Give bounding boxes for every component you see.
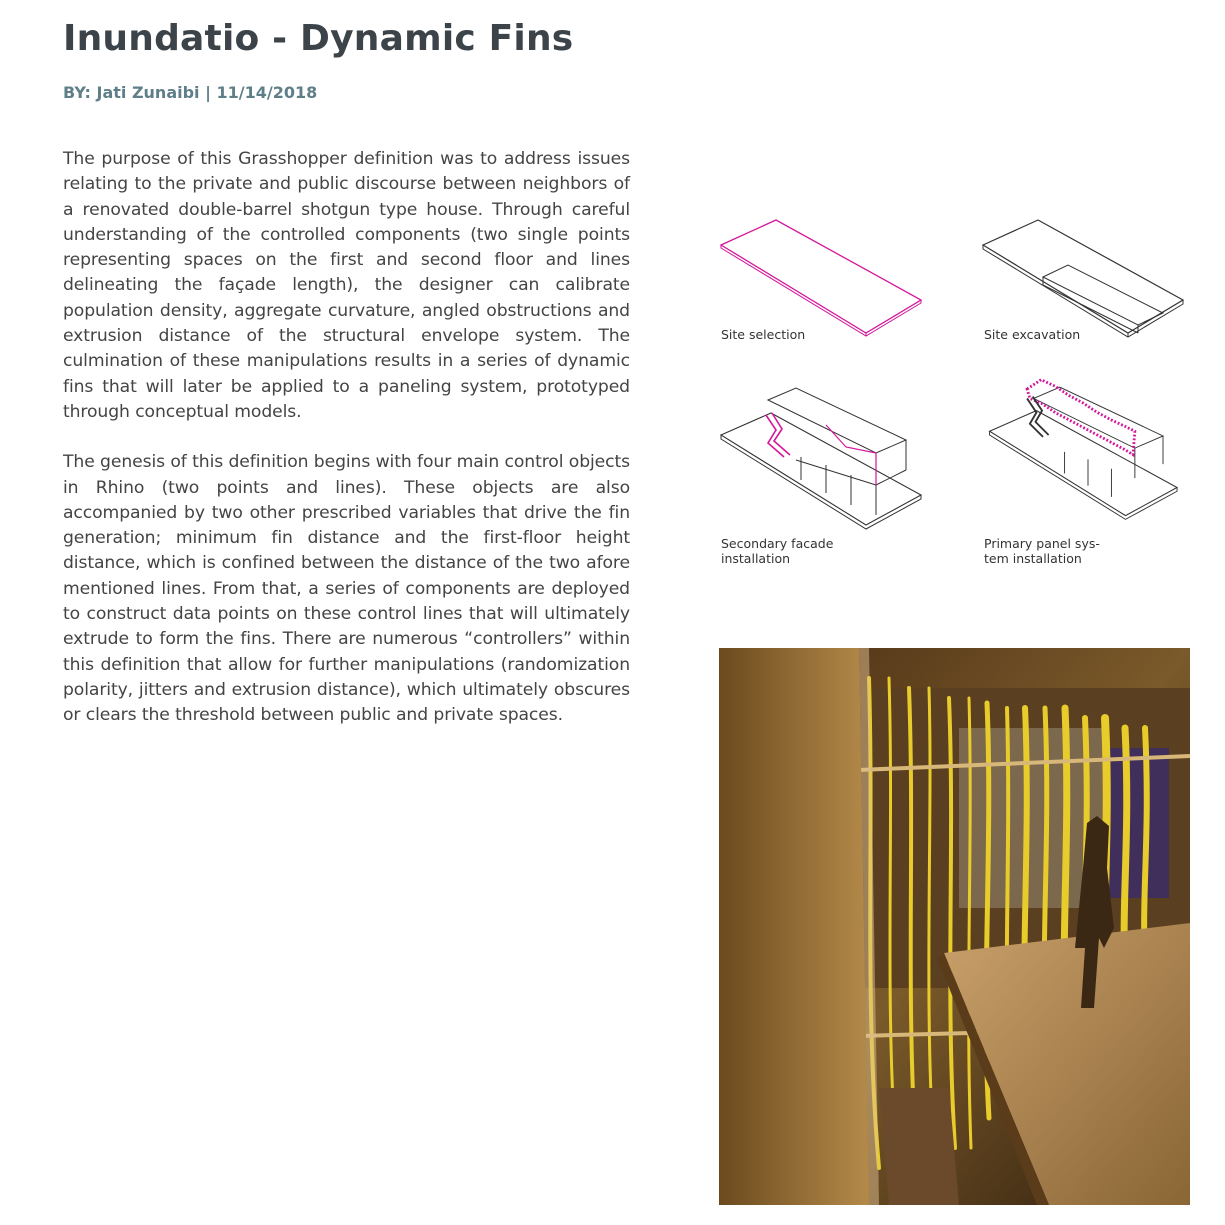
body-text	[63, 147, 630, 754]
caption-secondary-facade: Secondary facade installation	[721, 536, 834, 566]
caption-site-selection: Site selection	[721, 327, 806, 342]
byline: BY: Jati Zunaibi | 11/14/2018	[63, 83, 318, 102]
primary-panel-diagram	[978, 375, 1198, 525]
page-title: Inundatio - Dynamic Fins	[63, 18, 574, 59]
caption-site-excavation: Site excavation	[984, 327, 1081, 342]
paragraph-2: The genesis of this definition begins with four main control objects in Rhino (two points and lines). These objects are also accompanied by two other prescribed variables that drive the fin generation; minimum fin distance and the first-floor height distance, which is confined between the distance of the two afore mentioned lines. From that, a series of components are deployed to construct data points on these control lines that will ultimately extrude to form the fins. There are numerous “controllers” within this definition that allow for further manipulations (randomization polarity, jitters and extrusion distance), which ultimately obscures or clears the threshold between public and private spaces.	[63, 452, 630, 726]
paragraph-1: The purpose of this Grasshopper definition was to address issues relating to the private and public discourse between neighbors of a renovated double-barrel shotgun type house. Through careful understanding of the controlled components (two single points representing spaces on the first and second floor and lines delineating the façade length), the designer can calibrate population density, aggregate curvature, angled obstructions and extrusion distance of the structural envelope system. The culmination of these manipulations results in a series of dynamic fins that will later be applied to a paneling system, prototyped through conceptual models.	[63, 149, 630, 422]
secondary-facade-diagram	[716, 385, 936, 535]
caption-primary-panel: Primary panel sys- tem installation	[984, 536, 1100, 566]
model-photo	[719, 648, 1190, 1205]
